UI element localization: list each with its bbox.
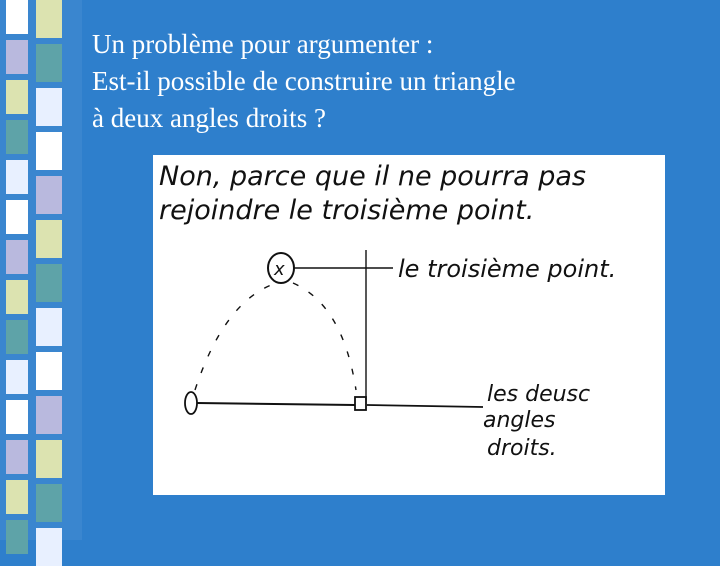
handwritten-answer-line-2: rejoindre le troisième point. xyxy=(159,195,535,226)
right-angle-mark-right xyxy=(355,397,366,410)
stripe-segment xyxy=(36,308,62,346)
stripe-segment xyxy=(6,440,28,474)
stripe-segment xyxy=(36,440,62,478)
stripe-column-left xyxy=(6,0,28,540)
stripe-segment xyxy=(6,240,28,274)
stripe-segment xyxy=(36,0,62,38)
decorative-stripe-band xyxy=(0,0,82,540)
stripe-segment xyxy=(36,264,62,302)
handwritten-answer-line-1: Non, parce que il ne pourra pas xyxy=(159,161,587,192)
angles-label-line-3: droits. xyxy=(487,436,557,461)
stripe-segment xyxy=(36,484,62,522)
stripe-segment xyxy=(36,528,62,566)
right-angle-mark-left xyxy=(185,392,197,414)
dashed-arc-right xyxy=(293,283,356,390)
angles-label-line-1: les deusc xyxy=(487,382,591,407)
title-line-1: Un problème pour argumenter : xyxy=(92,29,434,59)
dashed-arc-left xyxy=(195,285,271,390)
stripe-segment xyxy=(6,200,28,234)
stripe-segment xyxy=(6,160,28,194)
third-point-label: le troisième point. xyxy=(398,255,617,283)
stripe-segment xyxy=(36,352,62,390)
stripe-segment xyxy=(6,80,28,114)
slide-title xyxy=(92,26,712,137)
stripe-segment xyxy=(6,520,28,554)
title-line-2: Est-il possible de construire un triangle xyxy=(92,66,516,96)
title-line-3: à deux angles droits ? xyxy=(92,103,326,133)
stripe-segment xyxy=(6,360,28,394)
pointer-line-to-angles-label xyxy=(367,405,483,407)
stripe-segment xyxy=(6,0,28,34)
stripe-segment xyxy=(36,396,62,434)
stripe-segment xyxy=(6,120,28,154)
stripe-segment xyxy=(36,88,62,126)
stripe-segment xyxy=(36,220,62,258)
stripe-segment xyxy=(6,40,28,74)
angles-label-line-2: angles xyxy=(483,408,556,433)
stripe-segment xyxy=(36,44,62,82)
handwriting-drawing xyxy=(153,155,665,495)
stripe-segment xyxy=(36,176,62,214)
stripe-column-right xyxy=(36,0,62,540)
base-segment xyxy=(197,403,355,405)
stripe-segment xyxy=(36,132,62,170)
scanned-student-answer xyxy=(153,155,665,495)
third-point-mark: x xyxy=(274,259,285,280)
stripe-segment xyxy=(6,320,28,354)
stripe-segment xyxy=(6,280,28,314)
stripe-segment xyxy=(6,480,28,514)
stripe-segment xyxy=(6,400,28,434)
